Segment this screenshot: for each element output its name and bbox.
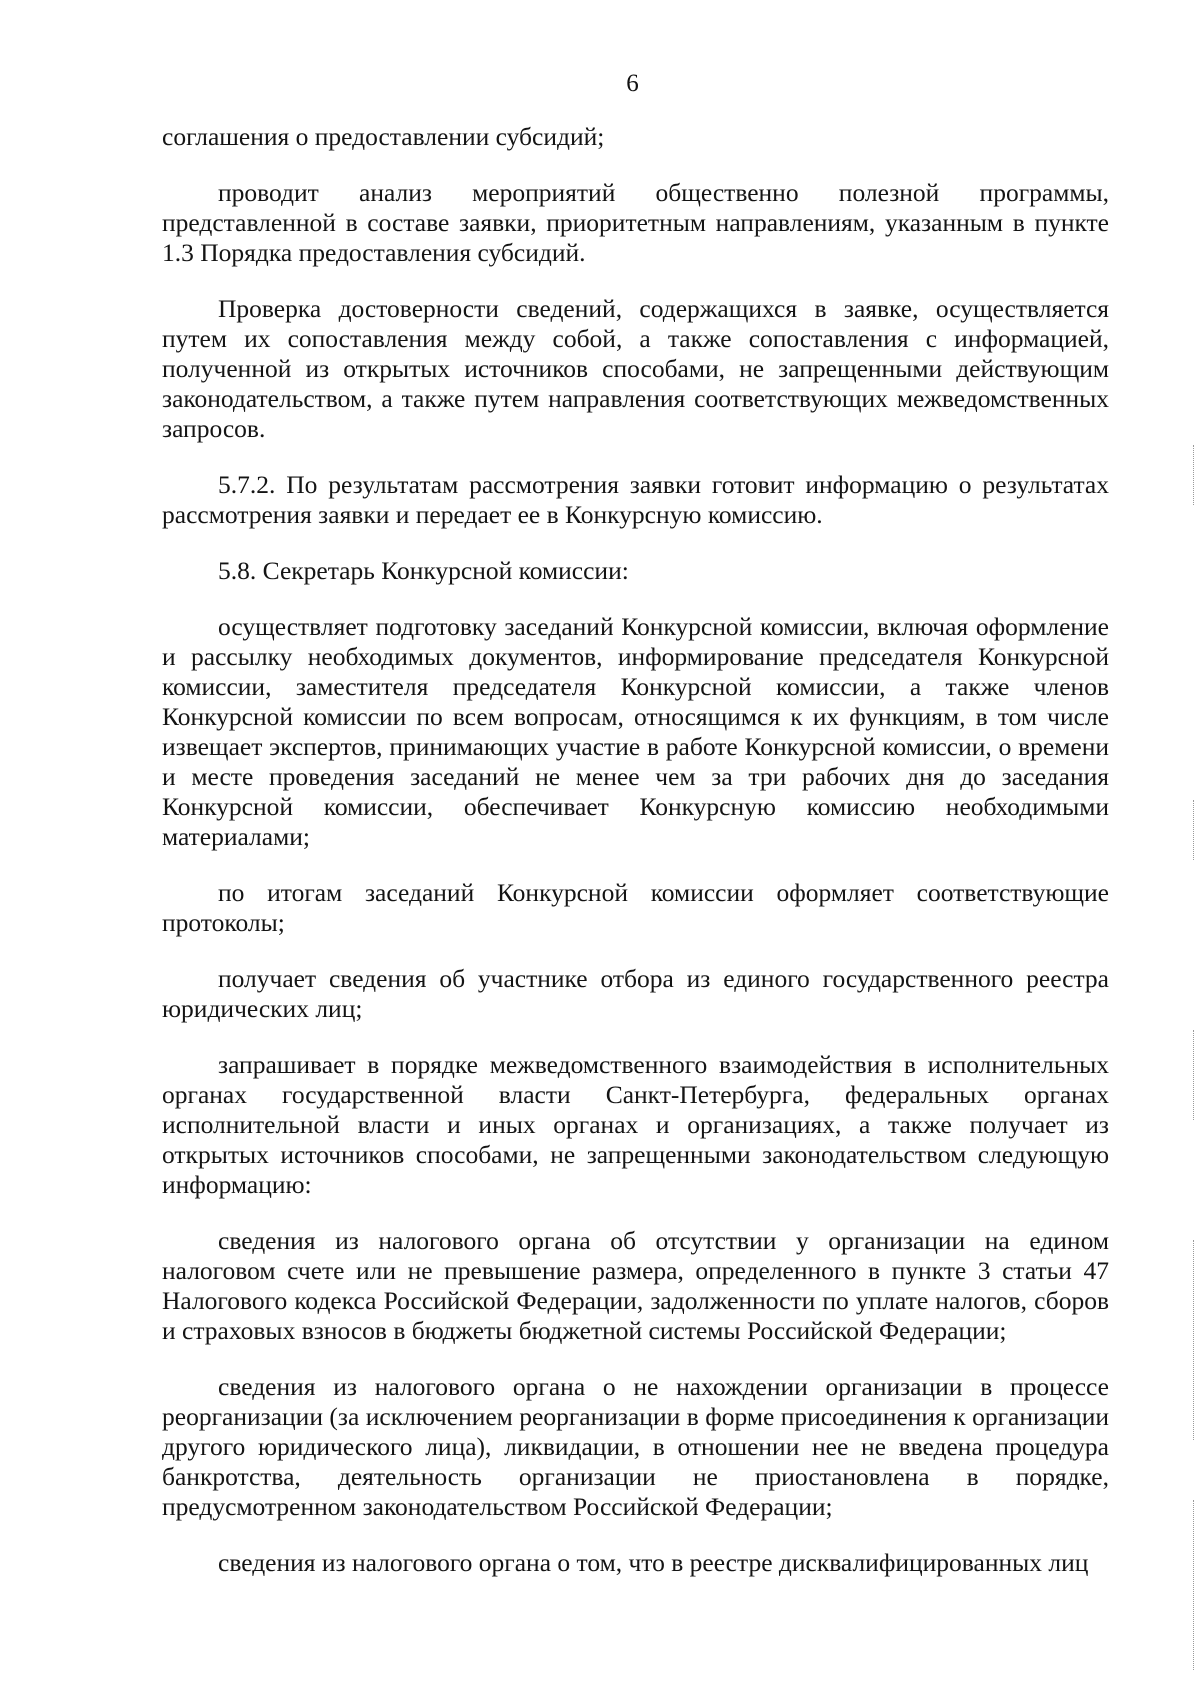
scan-edge-mark (1193, 445, 1195, 505)
paragraph-protocols: по итогам заседаний Конкурсной комиссии оформляет соответствующие протоколы; (162, 878, 1109, 937)
paragraph-meeting-preparation: осуществляет подготовку заседаний Конкурсной комиссии, включая оформление и рассылку необходимых документов, информирование председателя Конкурсной комиссии, заместителя председателя Конкурсной комиссии, а также членов Конкурсной комиссии по всем вопросам, относящимся к их функциям, в том числе извещает экспертов, принимающих участие в работе Конкурсной комиссии, о времени и месте проведения заседаний не менее чем за три рабочих дня до заседания Конкурсной комиссии, обеспечивает Конкурсную комиссию необходимыми материалами; (162, 612, 1109, 851)
scan-edge-mark (1193, 1240, 1195, 1440)
document-body (162, 122, 1109, 1578)
paragraph-5-7-2: 5.7.2. По результатам рассмотрения заявки готовит информацию о результатах рассмотрения заявки и передает ее в Конкурсную комиссию. (162, 470, 1109, 529)
paragraph-agreement-end: соглашения о предоставлении субсидий; (162, 122, 605, 151)
paragraph-disqualified-registry: сведения из налогового органа о том, что в реестре дисквалифицированных лиц (218, 1548, 1089, 1577)
paragraph-egrul-info: получает сведения об участнике отбора из единого государственного реестра юридических лиц; (162, 964, 1109, 1023)
paragraph-program-analysis: проводит анализ мероприятий общественно полезной программы, представленной в составе заявки, приоритетным направлениям, указанным в пункте 1.3 Порядка предоставления субсидий. (162, 178, 1109, 267)
page-number: 6 (626, 70, 639, 97)
paragraph-reorganization-info: сведения из налогового органа о не нахождении организации в процессе реорганизации (за исключением реорганизации в форме присоединения к организации другого юридического лица), ликвидации, в отношении нее не введена процедура банкротства, деятельность организации не приостановлена в порядке, предусмотренном законодательством Российской Федерации; (162, 1372, 1109, 1521)
paragraph-interagency-request: запрашивает в порядке межведомственного взаимодействия в исполнительных органах государственной власти Санкт-Петербурга, федеральных органах исполнительной власти и иных органах и организациях, а также получает из открытых источников способами, не запрещенными законодательством следующую информацию: (162, 1050, 1109, 1199)
scan-edge-mark (1193, 1500, 1195, 1670)
paragraph-tax-debt-info: сведения из налогового органа об отсутствии у организации на едином налоговом счете или не превышение размера, определенного в пункте 3 статьи 47 Налогового кодекса Российской Федерации, задолженности по уплате налогов, сборов и страховых взносов в бюджеты бюджетной системы Российской Федерации; (162, 1226, 1109, 1345)
scan-edge-mark (1193, 800, 1195, 860)
paragraph-verification: Проверка достоверности сведений, содержащихся в заявке, осуществляется путем их сопоставления между собой, а также сопоставления с информацией, полученной из открытых источников способами, не запрещенными действующим законодательством, а также путем направления соответствующих межведомственных запросов. (162, 294, 1109, 443)
paragraph-5-8-heading: 5.8. Секретарь Конкурсной комиссии: (218, 556, 629, 585)
scan-edge-mark (1193, 1030, 1195, 1120)
